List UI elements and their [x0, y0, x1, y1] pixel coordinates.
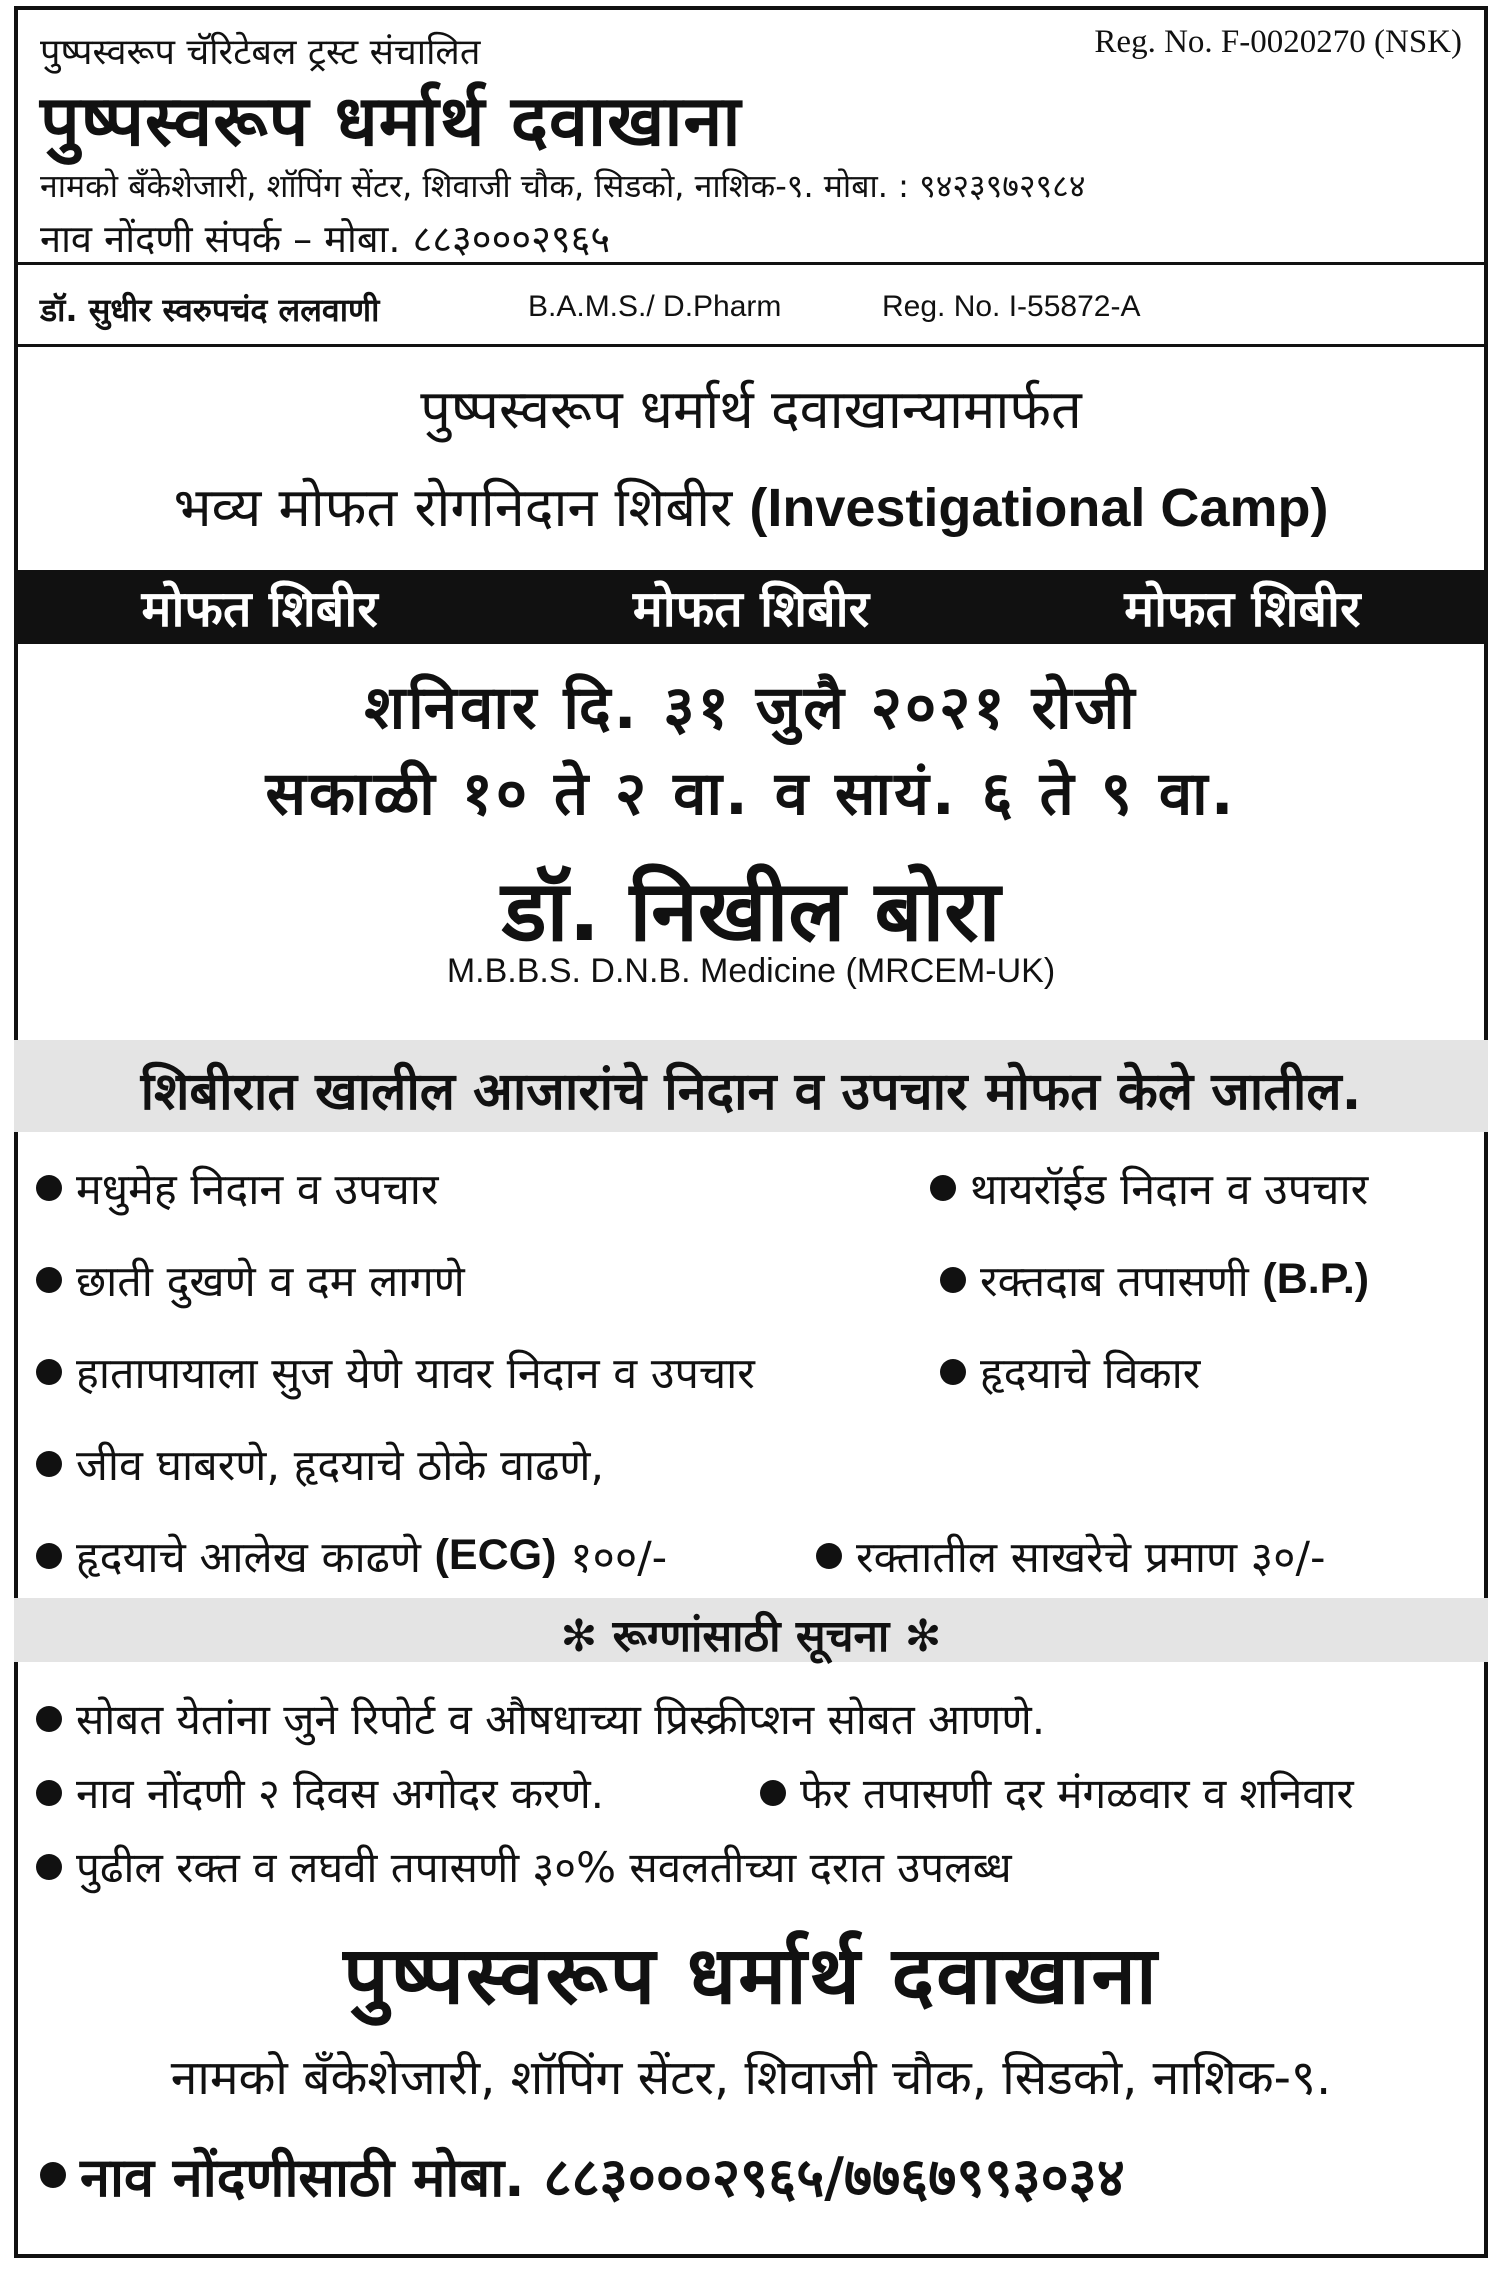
list-item: जीव घाबरणे, हृदयाचे ठोके वाढणे,	[36, 1434, 604, 1493]
list-item: रक्तदाब तपासणी (B.P.)	[940, 1250, 1369, 1309]
bullet-icon	[930, 1175, 956, 1201]
bullet-icon	[36, 1706, 62, 1732]
clinic-name: पुष्पस्वरूप धर्मार्थ दवाखाना	[40, 80, 742, 162]
doctor-reg-number: Reg. No. I-55872-A	[882, 290, 1141, 323]
bullet-icon	[36, 1780, 62, 1806]
list-item: रक्तातील साखरेचे प्रमाण ३०/-	[816, 1526, 1326, 1585]
doctor-name: डॉ. सुधीर स्वरुपचंद ललवाणी	[40, 291, 380, 329]
footer-address: नामको बँकेशेजारी, शॉपिंग सेंटर, शिवाजी चौक, सिडको, नाशिक-९.	[170, 2050, 1332, 2106]
bullet-icon	[940, 1359, 966, 1385]
trust-reg-number: Reg. No. F-0020270 (NSK)	[1094, 24, 1462, 60]
camp-title	[14, 468, 1488, 542]
bullet-icon	[36, 1451, 62, 1477]
registration-contact: नाव नोंदणी संपर्क – मोबा. ८८३०००२९६५	[40, 217, 611, 261]
bullet-icon	[940, 1267, 966, 1293]
services-heading: शिबीरात खालील आजारांचे निदान व उपचार मोफत केले जातील.	[140, 1062, 1362, 1122]
list-item: छाती दुखणे व दम लागणे	[36, 1250, 465, 1309]
bullet-icon	[760, 1780, 786, 1806]
clinic-address: नामको बँकेशेजारी, शॉपिंग सेंटर, शिवाजी चौक, सिडको, नाशिक-९. मोबा. : ९४२३९७२९८४	[40, 167, 1086, 205]
list-item: पुढील रक्त व लघवी तपासणी ३०% सवलतीच्या दरात उपलब्ध	[36, 1838, 1012, 1895]
bullet-icon	[36, 1359, 62, 1385]
bullet-icon	[40, 2162, 66, 2188]
list-item: थायरॉईड निदान व उपचार	[930, 1158, 1368, 1217]
bullet-icon	[36, 1175, 62, 1201]
list-item: मधुमेह निदान व उपचार	[36, 1158, 438, 1217]
camp-intro-line: पुष्पस्वरूप धर्मार्थ दवाखान्यामार्फत	[420, 378, 1082, 441]
free-camp-banner	[14, 570, 1488, 644]
trust-line: पुष्पस्वरूप चॅरिटेबल ट्रस्ट संचालित	[40, 32, 481, 73]
divider	[14, 262, 1488, 265]
list-item: सोबत येतांना जुने रिपोर्ट व औषधाच्या प्रिस्क्रीप्शन सोबत आणणे.	[36, 1690, 1045, 1747]
list-item: फेर तपासणी दर मंगळवार व शनिवार	[760, 1764, 1354, 1821]
camp-time: सकाळी १० ते २ वा. व सायं. ६ ते ९ वा.	[265, 759, 1237, 829]
bullet-icon	[816, 1543, 842, 1569]
banner-text: मोफत शिबीर	[632, 580, 870, 638]
bullet-icon	[36, 1854, 62, 1880]
camp-doctor-name: डॉ. निखील बोरा	[501, 862, 1001, 960]
banner-text: मोफत शिबीर	[1124, 580, 1361, 638]
banner-text: मोफत शिबीर	[141, 580, 378, 638]
list-item: नाव नोंदणी २ दिवस अगोदर करणे.	[36, 1764, 604, 1821]
footer-phone: नाव नोंदणीसाठी मोबा. ८८३०००२९६५/७७६७९९३०३४	[40, 2138, 1125, 2212]
footer-clinic-name: पुष्पस्वरूप धर्मार्थ दवाखाना	[343, 1929, 1159, 2022]
camp-title-english: (Investigational Camp)	[749, 478, 1329, 538]
camp-date: शनिवार दि. ३१ जुलै २०२१ रोजी	[364, 673, 1138, 743]
list-item: हातापायाला सुज येणे यावर निदान व उपचार	[36, 1342, 755, 1401]
list-item: हृदयाचे आलेख काढणे (ECG) १००/-	[36, 1526, 667, 1585]
notes-heading: ✻ रूग्णांसाठी सूचना ✻	[560, 1611, 942, 1662]
doctor-qualification: B.A.M.S./ D.Pharm	[528, 290, 782, 323]
bullet-icon	[36, 1267, 62, 1293]
list-item: हृदयाचे विकार	[940, 1342, 1200, 1401]
divider	[14, 344, 1488, 347]
camp-doctor-qualification: M.B.B.S. D.N.B. Medicine (MRCEM-UK)	[446, 952, 1056, 990]
bullet-icon	[36, 1543, 62, 1569]
camp-title-marathi: भव्य मोफत रोगनिदान शिबीर	[173, 476, 733, 539]
